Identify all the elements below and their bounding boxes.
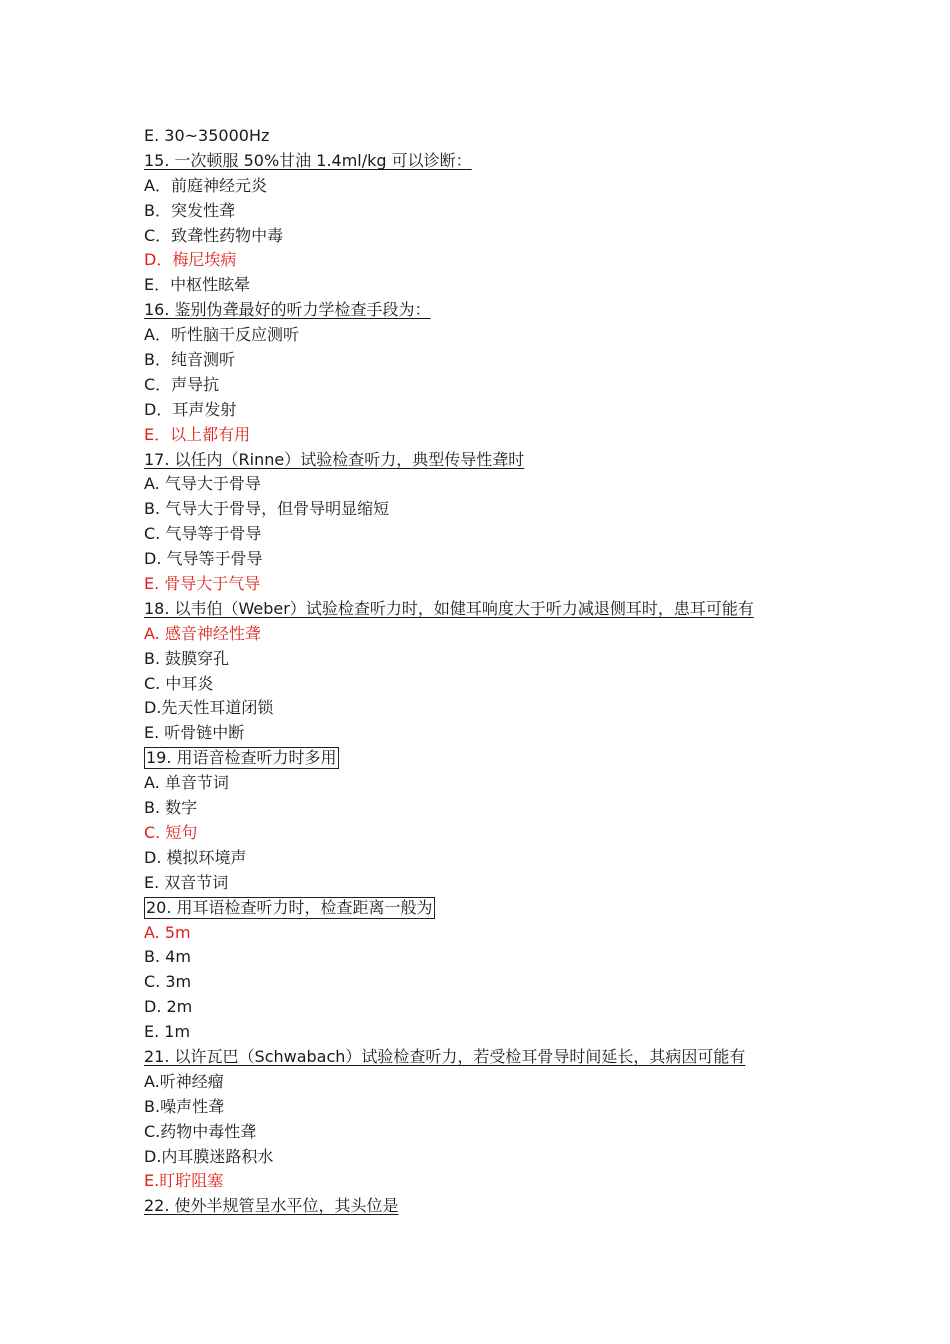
option-text: E. 双音节词 <box>144 872 229 892</box>
answer-option <box>144 696 844 721</box>
answer-option <box>144 124 844 149</box>
option-text: A．前庭神经元炎 <box>144 175 267 195</box>
option-text: C. 气导等于骨导 <box>144 524 262 544</box>
answer-option <box>144 174 844 199</box>
option-text: E. 听骨链中断 <box>144 723 245 743</box>
option-text: D.内耳膜迷路积水 <box>144 1146 274 1166</box>
option-text: B. 气导大于骨导，但骨导明显缩短 <box>144 499 390 519</box>
answer-option <box>144 945 844 970</box>
option-text: C. 中耳炎 <box>144 673 214 693</box>
question-text: 20. 用耳语检查听力时，检查距离一般为 <box>146 897 433 917</box>
answer-option <box>144 472 844 497</box>
question-stem <box>144 448 844 473</box>
answer-option-correct <box>144 248 844 273</box>
option-text: D. 2m <box>144 997 193 1017</box>
answer-option <box>144 199 844 224</box>
question-text: 22. 使外半规管呈水平位，其头位是 <box>144 1196 399 1216</box>
option-text: A. 气导大于骨导 <box>144 474 261 494</box>
option-text: B. 数字 <box>144 798 198 818</box>
answer-option <box>144 970 844 995</box>
answer-option-correct <box>144 1169 844 1194</box>
answer-option <box>144 547 844 572</box>
question-text: 17. 以任内（Rinne）试验检查听力，典型传导性聋时 <box>144 449 525 469</box>
option-text: C. 3m <box>144 972 192 992</box>
answer-option <box>144 995 844 1020</box>
answer-option <box>144 398 844 423</box>
option-text: B．纯音测听 <box>144 350 235 370</box>
question-text: 15. 一次顿服 50%甘油 1.4ml/kg 可以诊断： <box>144 150 472 170</box>
option-text: B. 4m <box>144 947 191 967</box>
answer-option <box>144 224 844 249</box>
answer-option <box>144 497 844 522</box>
option-text: C．声导抗 <box>144 374 220 394</box>
question-stem <box>144 1194 844 1219</box>
question-text: 18. 以韦伯（Weber）试验检查听力时，如健耳响度大于听力减退侧耳时，患耳可能有 <box>144 598 754 618</box>
answer-option-correct <box>144 572 844 597</box>
answer-option <box>144 522 844 547</box>
option-text: E. 1m <box>144 1022 191 1042</box>
answer-option <box>144 846 844 871</box>
answer-option <box>144 373 844 398</box>
answer-option <box>144 323 844 348</box>
option-text: E．中枢性眩晕 <box>144 275 251 295</box>
option-text: A. 感音神经性聋 <box>144 623 261 643</box>
answer-option <box>144 1070 844 1095</box>
option-text: E. 30~35000Hz <box>144 126 270 145</box>
answer-option <box>144 721 844 746</box>
option-text: A.听神经瘤 <box>144 1071 224 1091</box>
answer-option-correct <box>144 821 844 846</box>
option-text: D．梅尼埃病 <box>144 250 237 270</box>
answer-option <box>144 1120 844 1145</box>
answer-option <box>144 1145 844 1170</box>
answer-option <box>144 672 844 697</box>
option-text: A．听性脑干反应测听 <box>144 325 299 345</box>
option-text: B. 鼓膜穿孔 <box>144 648 230 668</box>
option-text: D. 气导等于骨导 <box>144 549 263 569</box>
question-stem <box>144 896 844 921</box>
option-text: D.先天性耳道闭锁 <box>144 698 274 718</box>
answer-option <box>144 273 844 298</box>
option-text: D．耳声发射 <box>144 399 237 419</box>
option-text: A. 单音节词 <box>144 773 229 793</box>
answer-option <box>144 348 844 373</box>
answer-option <box>144 796 844 821</box>
answer-option <box>144 1020 844 1045</box>
option-text: C．致聋性药物中毒 <box>144 225 284 245</box>
question-stem <box>144 298 844 323</box>
question-text: 21. 以许瓦巴（Schwabach）试验检查听力，若受检耳骨导时间延长，其病因可能有 <box>144 1046 746 1066</box>
question-stem <box>144 746 844 771</box>
answer-option <box>144 1095 844 1120</box>
answer-option <box>144 771 844 796</box>
option-text: E.盯聍阻塞 <box>144 1171 224 1191</box>
question-stem <box>144 1045 844 1070</box>
question-text: 19. 用语音检查听力时多用 <box>146 748 337 768</box>
answer-option-correct <box>144 423 844 448</box>
option-text: D. 模拟环境声 <box>144 847 247 867</box>
answer-option <box>144 871 844 896</box>
option-text: C.药物中毒性聋 <box>144 1121 257 1141</box>
question-text: 16. 鉴别伪聋最好的听力学检查手段为： <box>144 300 431 320</box>
question-stem <box>144 149 844 174</box>
answer-option <box>144 647 844 672</box>
answer-option-correct <box>144 622 844 647</box>
option-text: A. 5m <box>144 922 191 942</box>
document-body <box>144 124 844 1219</box>
answer-option-correct <box>144 921 844 946</box>
option-text: B.噪声性聋 <box>144 1096 225 1116</box>
option-text: E．以上都有用 <box>144 424 251 444</box>
option-text: B．突发性聋 <box>144 200 235 220</box>
option-text: E. 骨导大于气导 <box>144 574 261 594</box>
option-text: C. 短句 <box>144 822 198 842</box>
question-stem <box>144 597 844 622</box>
